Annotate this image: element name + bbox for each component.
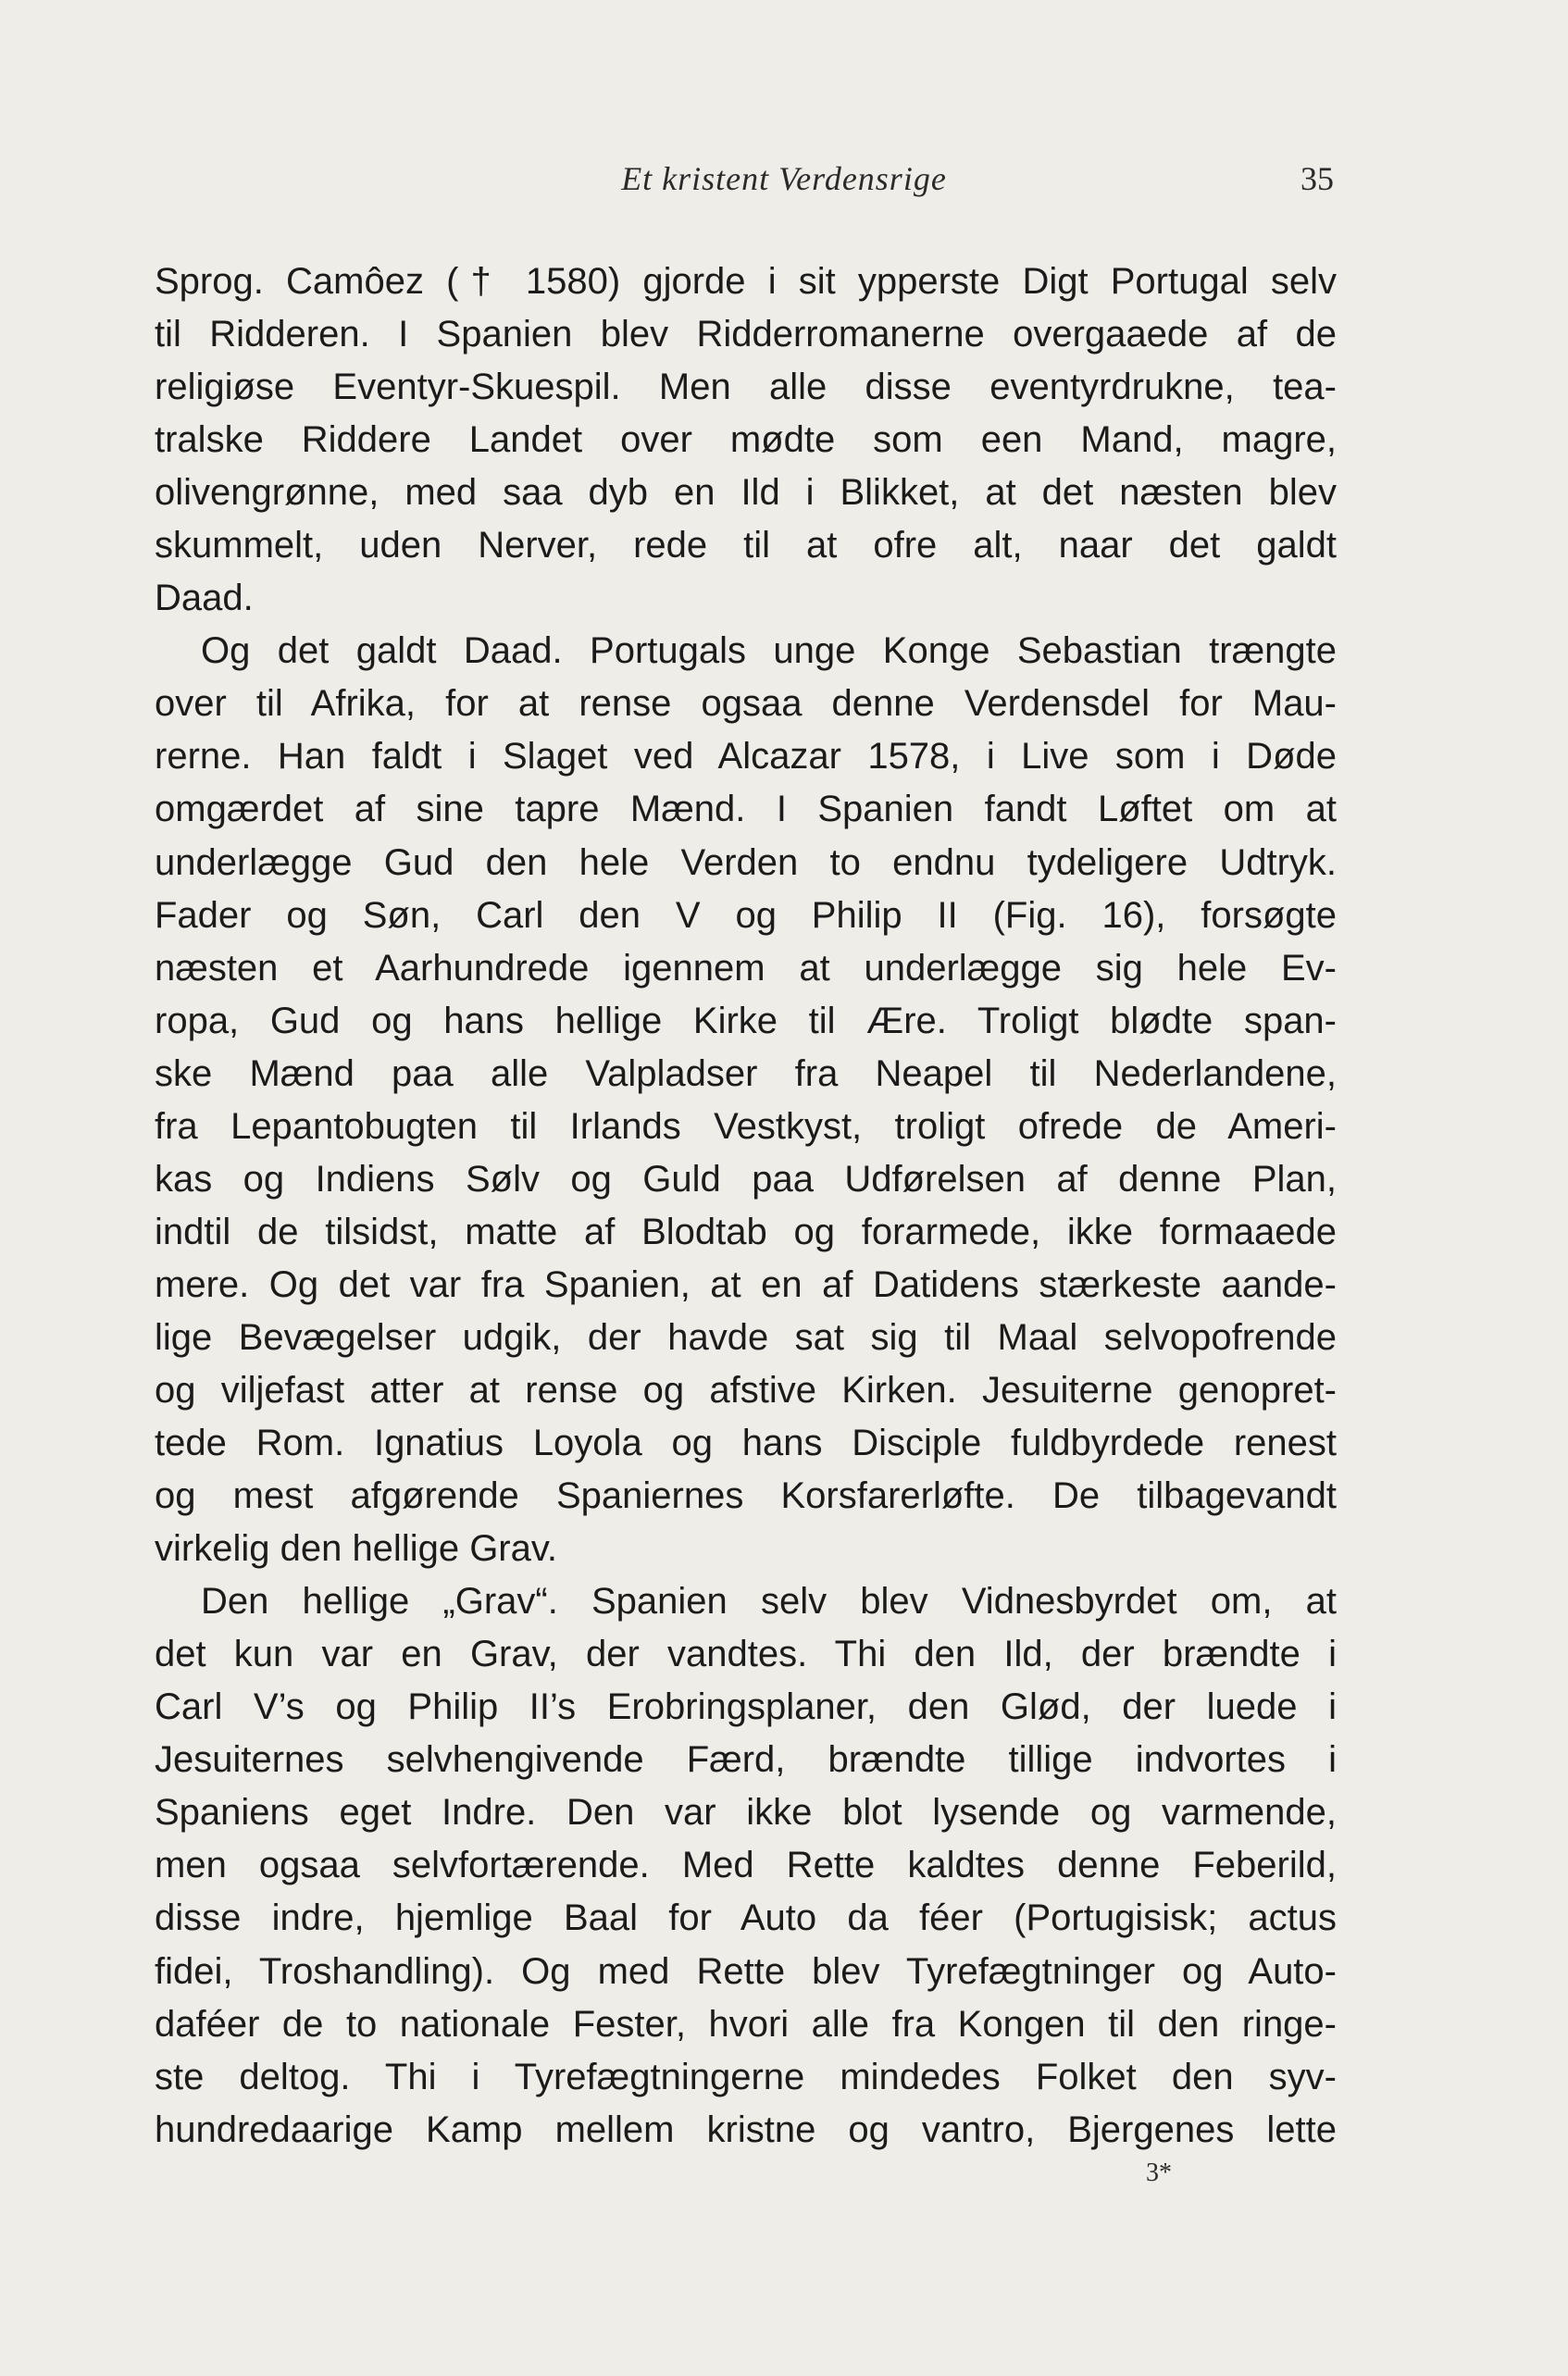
page-number: 35: [1300, 160, 1334, 197]
text-line: til Ridderen. I Spanien blev Ridderromanerne overgaaede af de: [155, 314, 1337, 355]
text-line: hundredaarige Kamp mellem kristne og vantro, Bjergenes lette: [155, 2109, 1337, 2150]
text-line: Daad.: [155, 578, 254, 619]
text-line: virkelig den hellige Grav.: [155, 1528, 558, 1570]
body-text: [155, 255, 1337, 2157]
text-line: fra Lepantobugten til Irlands Vestkyst, troligt ofrede de Ameri-: [155, 1105, 1337, 1147]
text-line: men ogsaa selvfortærende. Med Rette kaldtes denne Feberild,: [155, 1845, 1337, 1886]
text-line: Fader og Søn, Carl den V og Philip II (Fig. 16), forsøgte: [155, 894, 1337, 936]
text-line: over til Afrika, for at rense ogsaa denne Verdensdel for Mau-: [155, 683, 1337, 725]
text-line: Sprog. Camôez († 1580) gjorde i sit ypperste Digt Portugal selv: [155, 261, 1337, 302]
text-line: Den hellige „Grav“. Spanien selv blev Vidnesbyrdet om, at: [201, 1581, 1337, 1623]
text-line: Spaniens eget Indre. Den var ikke blot lysende og varmende,: [155, 1792, 1337, 1834]
text-line: ropa, Gud og hans hellige Kirke til Ære. Troligt blødte span-: [155, 1000, 1337, 1041]
text-line: omgærdet af sine tapre Mænd. I Spanien fandt Løftet om at: [155, 789, 1337, 830]
text-line: kas og Indiens Sølv og Guld paa Udførelsen af denne Plan,: [155, 1158, 1337, 1200]
text-line: tralske Riddere Landet over mødte som een Mand, magre,: [155, 419, 1337, 461]
text-line: Og det galdt Daad. Portugals unge Konge Sebastian trængte: [201, 630, 1337, 672]
text-line: mere. Og det var fra Spanien, at en af Datidens stærkeste aande-: [155, 1263, 1337, 1305]
text-line: Carl V’s og Philip II’s Erobringsplaner, den Glød, der luede i: [155, 1686, 1337, 1728]
text-line: indtil de tilsidst, matte af Blodtab og forarmede, ikke formaaede: [155, 1211, 1337, 1252]
text-line: og mest afgørende Spaniernes Korsfarerløfte. De tilbagevandt: [155, 1475, 1337, 1517]
text-line: rerne. Han faldt i Slaget ved Alcazar 1578, i Live som i Døde: [155, 736, 1337, 777]
text-line: religiøse Eventyr-Skuespil. Men alle disse eventyrdrukne, tea-: [155, 367, 1337, 408]
text-line: skummelt, uden Nerver, rede til at ofre alt, naar det galdt: [155, 525, 1337, 566]
text-line: underlægge Gud den hele Verden to endnu tydeligere Udtryk.: [155, 841, 1337, 883]
signature-mark: 3*: [1146, 2158, 1172, 2187]
running-title: Et kristent Verdensrige: [621, 160, 947, 197]
text-line: olivengrønne, med saa dyb en Ild i Blikket, at det næsten blev: [155, 472, 1337, 514]
text-line: lige Bevægelser udgik, der havde sat sig til Maal selvopofrende: [155, 1316, 1337, 1358]
text-line: disse indre, hjemlige Baal for Auto da féer (Portugisisk; actus: [155, 1897, 1337, 1939]
text-line: og viljefast atter at rense og afstive Kirken. Jesuiterne genopret-: [155, 1369, 1337, 1411]
text-line: ske Mænd paa alle Valpladser fra Neapel til Nederlandene,: [155, 1052, 1337, 1094]
text-line: daféer de to nationale Fester, hvori alle fra Kongen til den ringe-: [155, 2003, 1337, 2045]
text-line: tede Rom. Ignatius Loyola og hans Disciple fuldbyrdede renest: [155, 1423, 1337, 1464]
running-head: [0, 159, 1568, 205]
text-line: fidei, Troshandling). Og med Rette blev Tyrefægtninger og Auto-: [155, 1950, 1337, 1992]
text-line: det kun var en Grav, der vandtes. Thi den Ild, der brændte i: [155, 1634, 1337, 1675]
text-line: næsten et Aarhundrede igennem at underlægge sig hele Ev-: [155, 947, 1337, 989]
text-line: Jesuiternes selvhengivende Færd, brændte tillige indvortes i: [155, 1739, 1337, 1781]
text-line: ste deltog. Thi i Tyrefægtningerne mindedes Folket den syv-: [155, 2056, 1337, 2097]
